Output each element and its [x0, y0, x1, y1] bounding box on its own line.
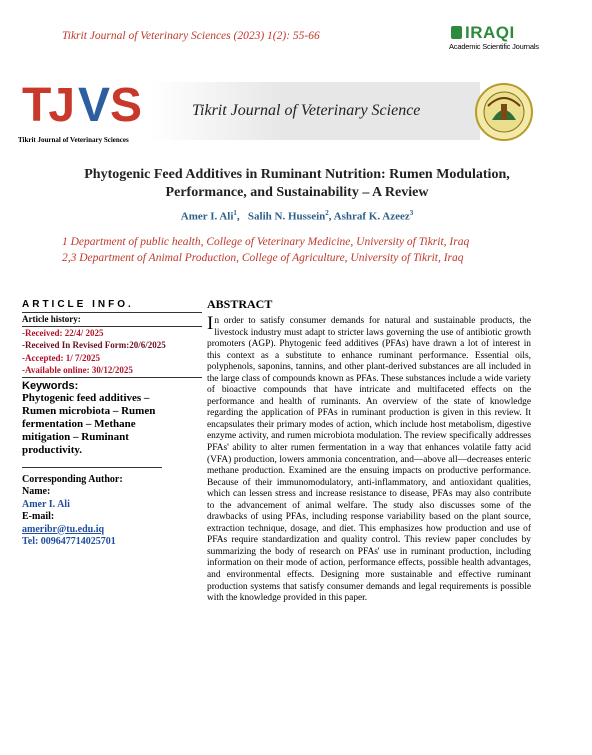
university-seal-icon: [474, 82, 534, 142]
article-info-column: [22, 299, 202, 549]
iraqi-logo-word: IRAQI: [465, 23, 515, 42]
author-name: Salih N. Hussein: [247, 210, 326, 223]
abstract-heading: ABSTRACT: [207, 297, 273, 311]
author-sup: 2: [325, 209, 329, 217]
journal-citation: Tikrit Journal of Veterinary Sciences (2023) 1(2): 55-66: [62, 30, 320, 42]
accepted-date: -Accepted: 1/ 7/2025: [22, 352, 100, 363]
paper-title: Phytogenic Feed Additives in Ruminant Nutrition: Rumen Modulation, Performance, and Sustainability – A Review: [84, 167, 510, 200]
revised-date: -Received In Revised Form:20/6/2025: [22, 340, 166, 350]
tjvs-logo: [18, 77, 148, 147]
author-sup: 3: [409, 209, 414, 217]
received-date: -Received: 22/4/ 2025: [22, 327, 104, 338]
online-date: -Available online: 30/12/2025: [22, 365, 133, 375]
affiliation: 1 Department of public health, College of Veterinary Medicine, University of Tikrit, Iraq: [62, 236, 470, 248]
svg-text:TJ: TJ: [22, 79, 73, 129]
svg-text:S: S: [110, 79, 140, 129]
corresponding-heading: Corresponding Author:: [22, 473, 123, 485]
abstract-text: n order to satisfy consumer demands for natural and sustainable products, the livestock industry must adapt to stricter laws governing the use of antibiotic growth promoters (AGP). Phytogenic feed additives (PFAs) have drawn a lot of interest in this context as a substitute to enhance ruminant performance. Essential oils, polyphenols, saponins, tannins, and other plant-derived substances are all included in the large class of compounds known as PFAs. These substances include a wide variety of bioactive compounds that have intricate and multifaceted effects on the performance and health of ruminants. An overview of the state of knowledge regarding the application of PFAs in ruminant production is given in this review. It encapsulates their primary modes of action, which include host metabolism, digestive enzyme activity, and rumen microbiota modulation. The review specifically addresses PFAs' ability to alter rumen fermentation in a way that enhances volatile fatty acid (VFA) production, lowers ammonia concentration, and—above all—decreases enteric methane production. Examined are the ensuing impacts on productive performance. Because of their immunomodulatory, anti-inflammatory, and antioxidant qualities, which can lessen stress and increase resistance to disease, PFAs may also contribute to the advancement of animal welfare. The study also discusses some of the drawbacks of using PFAs, including response variability based on the plant source, extraction technique, dosage, and diet. This emphasizes how production and use of PFAs require standardization and quality control. This review paper concludes by summarizing the body of research on PFAs' use in ruminant production, including information on their mode of action, performance effects, possible health advantages, and environmental effects. Designing more sustainable and effective ruminant production systems that satisfy consumer demands and legal requirements is possible with the knowledge provided in this paper.: [207, 316, 531, 604]
iraqi-mark-icon: [451, 26, 462, 39]
iraqi-logo-subtitle: Academic Scientific Journals: [449, 42, 539, 51]
tjvs-logo-icon: [18, 77, 148, 129]
abstract-dropcap: I: [207, 313, 214, 334]
divider: [22, 377, 202, 378]
iraqi-journals-logo: [449, 24, 569, 51]
journal-name: Tikrit Journal of Veterinary Science: [192, 102, 421, 119]
svg-text:V: V: [78, 79, 108, 129]
corresponding-name-label: Name:: [22, 486, 51, 497]
author-name: Amer I. Ali: [180, 210, 234, 223]
keywords-text: Phytogenic feed additives – Rumen microbiota – Rumen fermentation – Methane mitigation – Ruminant productivity.: [22, 391, 156, 456]
article-history-label: Article history:: [22, 314, 81, 324]
keywords-heading: Keywords:: [22, 379, 79, 392]
corresponding-name: Amer I. Ali: [22, 498, 70, 510]
article-info-heading: ARTICLE INFO.: [22, 299, 134, 310]
corresponding-tel: Tel: 009647714025701: [22, 536, 116, 547]
tjvs-logo-subtitle: Tikrit Journal of Veterinary Sciences: [18, 136, 129, 144]
author-sup: 1: [233, 209, 237, 217]
corresponding-email-label: E-mail:: [22, 511, 55, 522]
author-list: Amer I. Ali$^1$, Salih N. Hussein$^2$, Ashraf K. Azeez$^3$: [180, 209, 414, 223]
affiliation: 2,3 Department of Animal Production, College of Agriculture, University of Tikrit, Iraq: [62, 252, 464, 264]
divider: [22, 467, 162, 468]
author-name: Ashraf K. Azeez: [333, 210, 410, 223]
corresponding-email-link[interactable]: ameribr@tu.edu.iq: [22, 523, 105, 535]
abstract-body: [207, 313, 531, 605]
